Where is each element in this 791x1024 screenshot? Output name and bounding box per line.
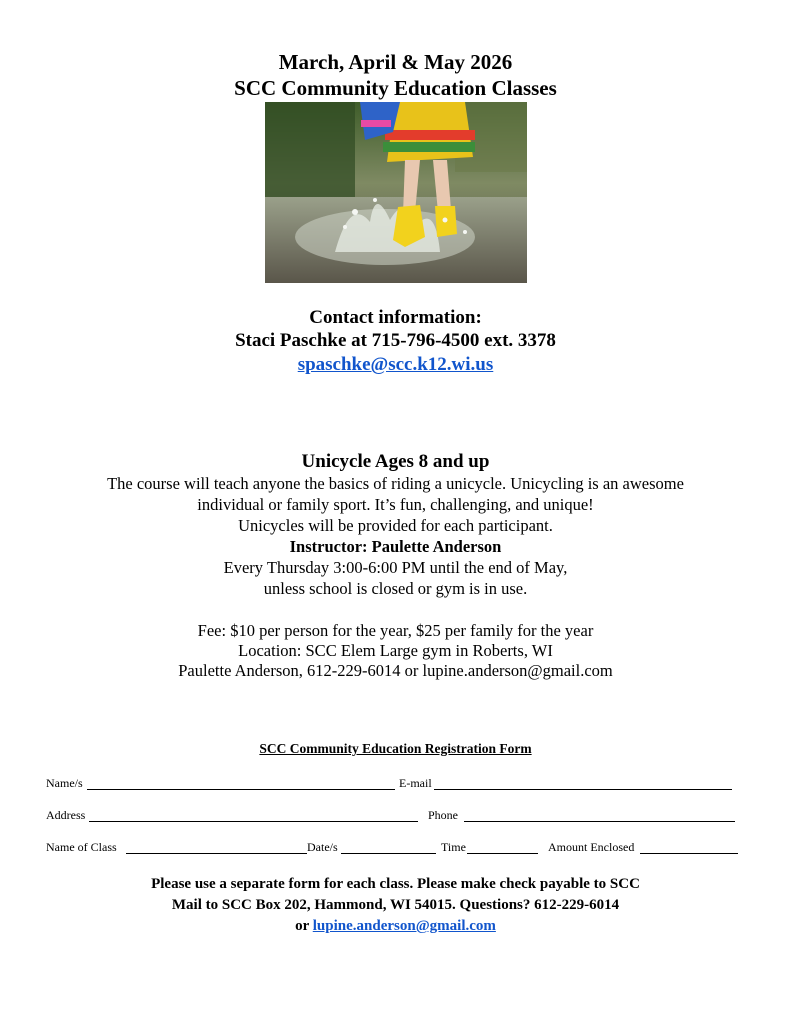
footer-mailing: Mail to SCC Box 202, Hammond, WI 54015. Questions? 612-229-6014 (171, 897, 620, 913)
address-label: Address (46, 808, 86, 822)
class-name-label: Name of Class (46, 840, 117, 854)
course-schedule-2: unless school is closed or gym is in use. (263, 579, 528, 598)
page-title-dates: March, April & May 2026 (278, 50, 513, 74)
form-row-class-details (46, 840, 746, 856)
course-schedule-1: Every Thursday 3:00-6:00 PM until the end of May, (223, 558, 568, 577)
email-field[interactable] (434, 789, 732, 790)
course-title: Unicycle Ages 8 and up (301, 451, 490, 472)
course-description-3: Unicycles will be provided for each participant. (238, 516, 553, 535)
registration-form-title: SCC Community Education Registration Form (259, 741, 532, 756)
form-row-address-phone (46, 808, 746, 824)
dates-label: Date/s (307, 840, 338, 854)
child-splashing-puddle-photo (265, 102, 527, 283)
contact-email-link[interactable]: spaschke@scc.k12.wi.us (297, 354, 494, 375)
dates-field[interactable] (341, 853, 436, 854)
amount-field[interactable] (640, 853, 738, 854)
time-field[interactable] (467, 853, 538, 854)
footer-instructions: Please use a separate form for each class. Please make check payable to SCC (151, 876, 640, 892)
course-fee: Fee: $10 per person for the year, $25 per family for the year (197, 621, 594, 640)
names-field[interactable] (87, 789, 395, 790)
course-contact: Paulette Anderson, 612-229-6014 or lupine.anderson@gmail.com (178, 661, 613, 680)
phone-label: Phone (428, 808, 458, 822)
footer-email-line (0, 916, 791, 937)
contact-person: Staci Paschke at 715-796-4500 ext. 3378 (235, 330, 556, 351)
course-description-2: individual or family sport. It’s fun, challenging, and unique! (197, 495, 594, 514)
footer-email-link[interactable]: lupine.anderson@gmail.com (312, 918, 496, 934)
class-name-field[interactable] (126, 853, 307, 854)
amount-label: Amount Enclosed (548, 840, 635, 854)
course-instructor: Instructor: Paulette Anderson (289, 537, 502, 556)
contact-email-line (0, 354, 791, 376)
time-label: Time (441, 840, 466, 854)
email-label: E-mail (399, 776, 432, 790)
form-row-name-email (46, 776, 746, 792)
footer-or: or (295, 918, 313, 934)
phone-field[interactable] (464, 821, 735, 822)
page-title-program: SCC Community Education Classes (234, 76, 557, 100)
names-label: Name/s (46, 776, 83, 790)
course-description-1: The course will teach anyone the basics of riding a unicycle. Unicycling is an awesome (107, 474, 684, 493)
address-field[interactable] (89, 821, 418, 822)
course-location: Location: SCC Elem Large gym in Roberts, WI (238, 641, 553, 660)
contact-heading: Contact information: (309, 307, 482, 328)
